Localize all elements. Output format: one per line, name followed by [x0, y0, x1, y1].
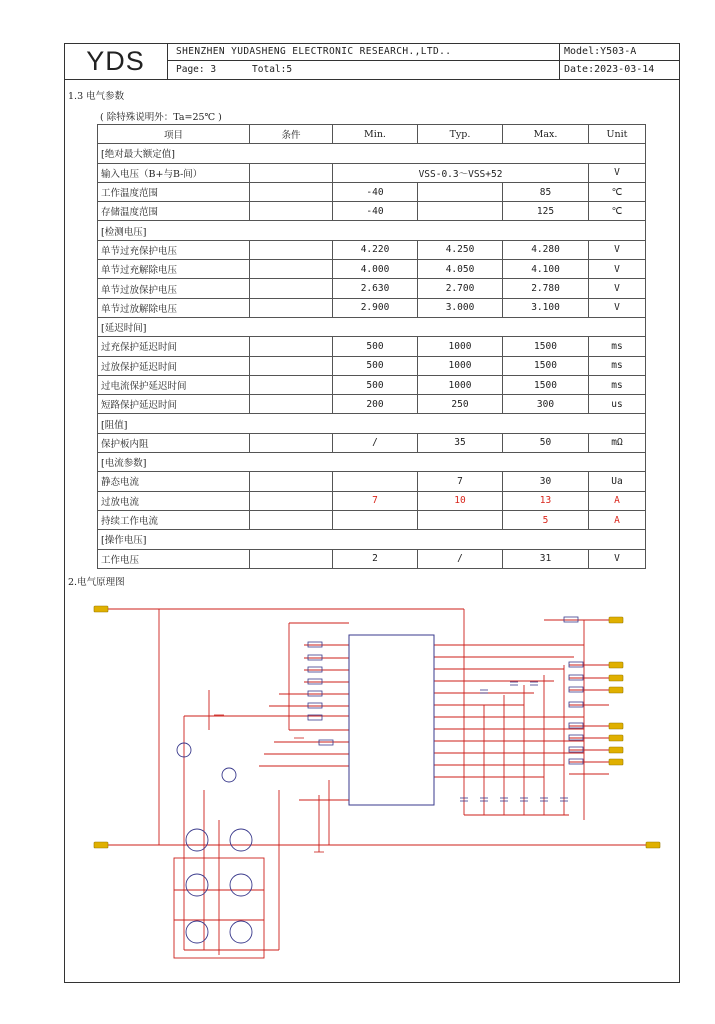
table-cell-max: 4.280: [503, 240, 589, 259]
table-cell-unit: V: [589, 240, 646, 259]
table-cell-item: 过放电流: [98, 491, 250, 510]
table-cell-item: 过充保护延迟时间: [98, 337, 250, 356]
table-cell-item: 短路保护延迟时间: [98, 395, 250, 414]
circuit-schematic: [64, 590, 680, 980]
table-cell-max: 50: [503, 433, 589, 452]
table-cell-cond: [250, 337, 333, 356]
table-cell-typ: 7: [418, 472, 503, 491]
table-cell-unit: V: [589, 279, 646, 298]
table-cell-min: 4.000: [333, 260, 418, 279]
table-cell-unit: A: [589, 510, 646, 529]
table-cell-max: 1500: [503, 356, 589, 375]
table-cell-unit: V: [589, 549, 646, 568]
column-header: Min.: [333, 125, 418, 144]
table-cell-min: [333, 510, 418, 529]
table-cell-cond: [250, 472, 333, 491]
group-title: [绝对最大额定值]: [98, 144, 646, 163]
table-cell-unit: ℃: [589, 182, 646, 201]
table-row: [98, 202, 646, 221]
table-cell-typ: /: [418, 549, 503, 568]
table-cell-cond: [250, 298, 333, 317]
table-cell-min: -40: [333, 182, 418, 201]
table-cell-typ: 2.700: [418, 279, 503, 298]
table-cell-item: 过电流保护延迟时间: [98, 375, 250, 394]
table-cell-min: [333, 472, 418, 491]
table-row: [98, 279, 646, 298]
table-header-row: [98, 125, 646, 144]
table-cell-max: 31: [503, 549, 589, 568]
group-title: [电流参数]: [98, 453, 646, 472]
table-cell-typ: 3.000: [418, 298, 503, 317]
table-cell-max: 3.100: [503, 298, 589, 317]
table-cell-cond: [250, 163, 333, 182]
table-cell-min: /: [333, 433, 418, 452]
table-cell-unit: ms: [589, 356, 646, 375]
table-row: [98, 356, 646, 375]
column-header: Typ.: [418, 125, 503, 144]
table-cell-cond: [250, 375, 333, 394]
table-row: [98, 260, 646, 279]
table-cell-item: 单节过放解除电压: [98, 298, 250, 317]
table-cell-min: 500: [333, 375, 418, 394]
table-cell-typ: 4.250: [418, 240, 503, 259]
table-cell-unit: ms: [589, 375, 646, 394]
group-title: [操作电压]: [98, 530, 646, 549]
mosfet-array: [177, 743, 252, 943]
company-logo: YDS: [64, 43, 168, 79]
table-cell-max: 4.100: [503, 260, 589, 279]
table-cell-max: 30: [503, 472, 589, 491]
table-cell-unit: V: [589, 163, 646, 182]
table-cell-item: 持续工作电流: [98, 510, 250, 529]
table-cell-min: 200: [333, 395, 418, 414]
table-cell-item: 工作电压: [98, 549, 250, 568]
ground-symbols: [214, 715, 324, 852]
table-cell-min: -40: [333, 202, 418, 221]
table-cell-typ: 1000: [418, 375, 503, 394]
resistor-array-right: [564, 617, 583, 764]
table-cell-typ: 1000: [418, 356, 503, 375]
page-number: Page: 3: [176, 64, 217, 75]
column-header: 条件: [250, 125, 333, 144]
table-cell-item: 工作温度范围: [98, 182, 250, 201]
table-cell-min: 500: [333, 356, 418, 375]
table-cell-unit: V: [589, 298, 646, 317]
table-row: [98, 433, 646, 452]
table-cell-typ: [418, 182, 503, 201]
table-cell-min: 2.900: [333, 298, 418, 317]
document-date: Date:2023-03-14: [564, 64, 655, 75]
table-cell-item: 输入电压（B+与B-间）: [98, 163, 250, 182]
section-title-electrical: 1.3 电气参数: [68, 91, 125, 102]
section-title-schematic: 2.电气原理图: [68, 577, 125, 588]
table-cell-cond: [250, 395, 333, 414]
table-cell-cond: [250, 491, 333, 510]
table-cell-max: 85: [503, 182, 589, 201]
table-cell-unit: A: [589, 491, 646, 510]
table-cell-max: 125: [503, 202, 589, 221]
table-row: [98, 240, 646, 259]
column-header: Unit: [589, 125, 646, 144]
table-cell-item: 保护板内阻: [98, 433, 250, 452]
table-cell-typ: 10: [418, 491, 503, 510]
resistor-array-left: [308, 642, 333, 745]
table-cell-typ: [418, 202, 503, 221]
table-group-row: [98, 144, 646, 163]
table-cell-cond: [250, 279, 333, 298]
table-row: [98, 491, 646, 510]
table-cell-max: 13: [503, 491, 589, 510]
table-group-row: [98, 317, 646, 336]
table-cell-unit: Ua: [589, 472, 646, 491]
table-cell-cond: [250, 433, 333, 452]
table-cell-max: 1500: [503, 337, 589, 356]
column-header: 项目: [98, 125, 250, 144]
table-cell-min: 2.630: [333, 279, 418, 298]
schematic-wires: [104, 609, 660, 958]
table-row: [98, 298, 646, 317]
company-name: SHENZHEN YUDASHENG ELECTRONIC RESEARCH.,LTD..: [168, 43, 560, 61]
table-cell-typ: [418, 510, 503, 529]
table-cell-unit: mΩ: [589, 433, 646, 452]
table-cell-item: 静态电流: [98, 472, 250, 491]
table-cell-min: 2: [333, 549, 418, 568]
table-cell-min: 7: [333, 491, 418, 510]
table-group-row: [98, 453, 646, 472]
model-number: Model:Y503-A: [560, 43, 680, 61]
table-row: [98, 395, 646, 414]
table-cell-max: 1500: [503, 375, 589, 394]
table-cell-typ: 4.050: [418, 260, 503, 279]
table-cell-unit: V: [589, 260, 646, 279]
table-cell-item: 存储温度范围: [98, 202, 250, 221]
page-info: [168, 61, 560, 79]
table-cell-cond: [250, 260, 333, 279]
table-row: [98, 182, 646, 201]
table-cell-item: 单节过充解除电压: [98, 260, 250, 279]
table-cell-unit: us: [589, 395, 646, 414]
table-cell-max: 2.780: [503, 279, 589, 298]
table-cell-unit: ms: [589, 337, 646, 356]
document-header: [64, 43, 680, 80]
table-cell-span: VSS-0.3～VSS+52: [333, 163, 589, 182]
table-cell-typ: 35: [418, 433, 503, 452]
table-cell-max: 300: [503, 395, 589, 414]
section-note: ( 除特殊说明外：Ta=25℃ ): [100, 112, 222, 123]
table-row: [98, 337, 646, 356]
table-group-row: [98, 414, 646, 433]
capacitor-array: [460, 682, 568, 801]
table-group-row: [98, 530, 646, 549]
table-cell-min: 4.220: [333, 240, 418, 259]
protection-ic: [349, 635, 434, 805]
table-row: [98, 549, 646, 568]
table-cell-min: 500: [333, 337, 418, 356]
connector-pads: [94, 606, 660, 848]
table-cell-item: 过放保护延迟时间: [98, 356, 250, 375]
table-cell-cond: [250, 202, 333, 221]
page-total: Total:5: [252, 64, 293, 75]
table-cell-item: 单节过放保护电压: [98, 279, 250, 298]
table-cell-cond: [250, 356, 333, 375]
table-cell-cond: [250, 182, 333, 201]
table-cell-typ: 250: [418, 395, 503, 414]
column-header: Max.: [503, 125, 589, 144]
group-title: [阻值]: [98, 414, 646, 433]
table-cell-cond: [250, 549, 333, 568]
table-cell-max: 5: [503, 510, 589, 529]
table-row: [98, 163, 646, 182]
table-cell-cond: [250, 240, 333, 259]
table-row: [98, 472, 646, 491]
table-row: [98, 510, 646, 529]
group-title: [延迟时间]: [98, 317, 646, 336]
table-cell-typ: 1000: [418, 337, 503, 356]
table-row: [98, 375, 646, 394]
electrical-parameter-table: [97, 124, 646, 569]
table-cell-cond: [250, 510, 333, 529]
table-cell-unit: ℃: [589, 202, 646, 221]
table-group-row: [98, 221, 646, 240]
table-cell-item: 单节过充保护电压: [98, 240, 250, 259]
group-title: [检测电压]: [98, 221, 646, 240]
